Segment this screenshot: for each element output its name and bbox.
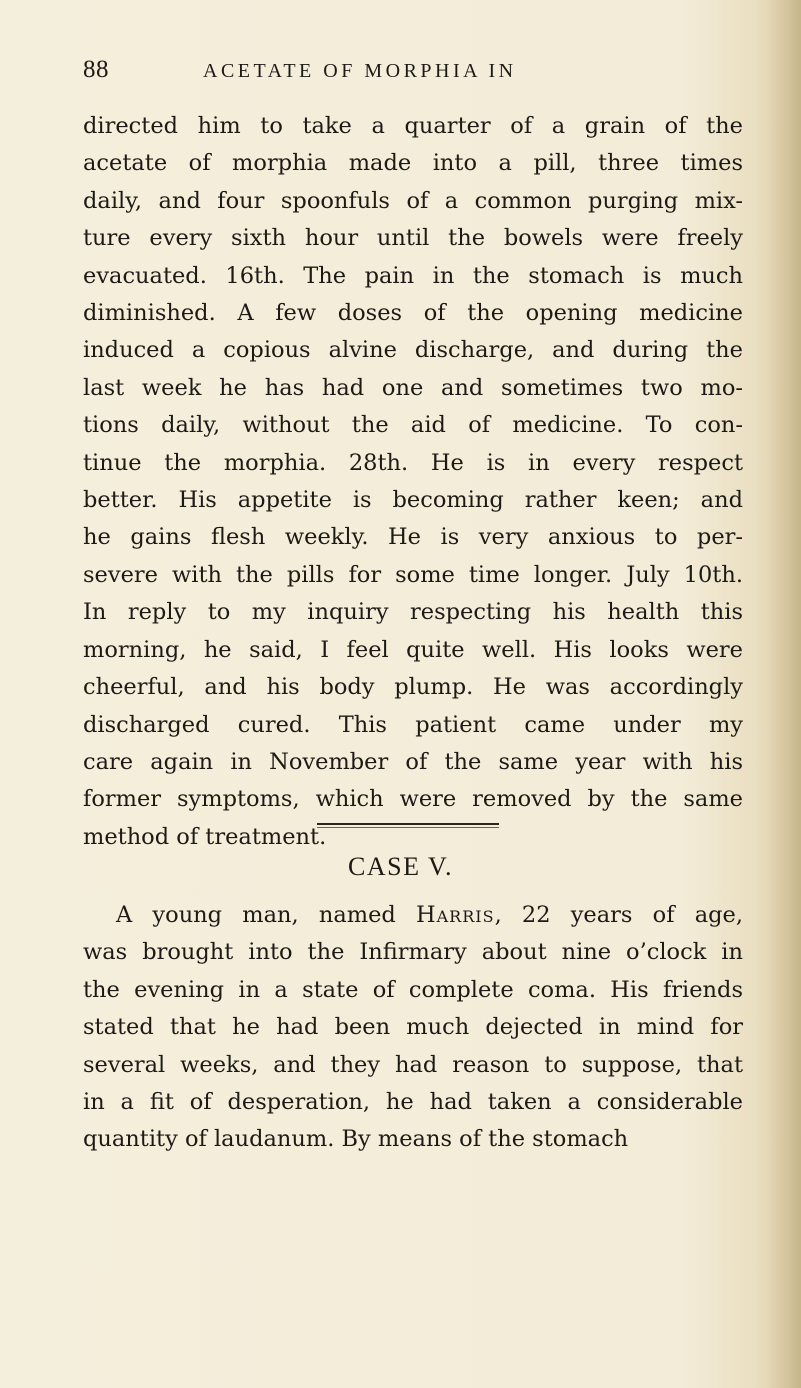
page-number: 88 [83, 56, 109, 83]
text-line: several weeks, and they had reason to suppose, that [83, 1051, 743, 1078]
text-line: induced a copious alvine discharge, and during the [83, 337, 743, 364]
case-heading: CASE V. [348, 852, 453, 881]
text-line: method of treatment. [83, 823, 327, 850]
body-paragraph [83, 108, 743, 856]
text-line: acetate of morphia made into a pill, three times [83, 150, 743, 177]
case-paragraph [83, 897, 743, 1159]
text-line: evacuated. 16th. The pain in the stomach is much [83, 262, 743, 289]
text-line: directed him to take a quarter of a grain of the [83, 113, 743, 139]
section-divider [317, 823, 499, 825]
text-line: better. His appetite is becoming rather keen; and [83, 487, 743, 514]
text-line: care again in November of the same year with his [83, 748, 743, 775]
text-line: last week he has had one and sometimes two mo- [83, 374, 743, 401]
text-line: severe with the pills for some time longer. July 10th. [83, 561, 743, 588]
text-line: diminished. A few doses of the opening medicine [83, 300, 743, 327]
text-line: tinue the morphia. 28th. He is in every respect [83, 449, 743, 476]
text-line: ture every sixth hour until the bowels were freely [83, 225, 743, 252]
text-line: the evening in a state of complete coma. His friends [83, 976, 743, 1003]
text-line: in a fit of desperation, he had taken a considerable [83, 1089, 743, 1116]
text-line: cheerful, and his body plump. He was accordingly [83, 674, 743, 701]
text-line: former symptoms, which were removed by the same [83, 786, 743, 813]
text-line: discharged cured. This patient came under my [83, 711, 743, 738]
text-line: was brought into the Infirmary about nine o’clock in [83, 939, 743, 966]
patient-name: Harris [416, 902, 495, 928]
text-line: morning, he said, I feel quite well. His looks were [83, 636, 743, 663]
text-line: quantity of laudanum. By means of the stomach [83, 1126, 629, 1153]
text-line: In reply to my inquiry respecting his health this [83, 599, 743, 626]
page-header [83, 56, 743, 92]
text-fragment: A young man, named [116, 902, 416, 928]
text-fragment: , 22 years of age, [494, 902, 743, 928]
text-line [83, 897, 743, 934]
page-edge-shadow [767, 0, 801, 1388]
text-line: he gains flesh weekly. He is very anxious to per- [83, 524, 743, 551]
text-line: daily, and four spoonfuls of a common purging mix- [83, 187, 743, 214]
running-head: ACETATE OF MORPHIA IN [203, 60, 517, 82]
text-line: stated that he had been much dejected in mind for [83, 1014, 743, 1041]
text-line: tions daily, without the aid of medicine. To con- [83, 412, 743, 439]
